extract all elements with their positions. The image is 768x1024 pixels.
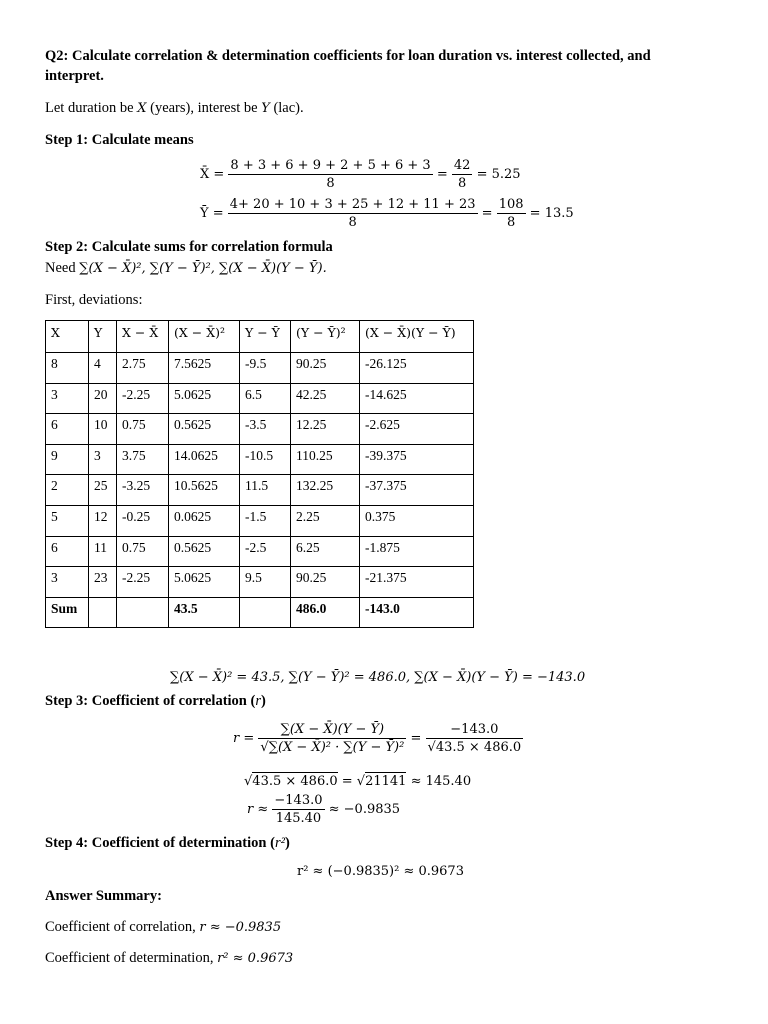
cell-product: -37.375 bbox=[360, 475, 474, 506]
cell-y: 25 bbox=[89, 475, 117, 506]
table-row bbox=[46, 353, 474, 384]
cell-x: 6 bbox=[46, 414, 89, 445]
cell-product: -2.625 bbox=[360, 414, 474, 445]
cell-x-dev: 2.75 bbox=[117, 353, 169, 384]
cell-x: 5 bbox=[46, 505, 89, 536]
ybar-numerator-2: 108 bbox=[498, 197, 524, 212]
sum-cell-x-dev bbox=[117, 597, 169, 628]
cell-y-dev: -3.5 bbox=[240, 414, 291, 445]
cell-x-dev: -3.25 bbox=[117, 475, 169, 506]
header-product: (X − X̄)(Y − Ȳ) bbox=[360, 321, 474, 353]
xbar-equals: = bbox=[436, 167, 448, 182]
cell-x-dev-sq: 7.5625 bbox=[169, 353, 240, 384]
sqrt-result: ≈ 145.40 bbox=[406, 774, 472, 789]
r-approx-result: ≈ −0.9835 bbox=[328, 802, 401, 817]
cell-y: 20 bbox=[89, 383, 117, 414]
cell-x-dev-sq: 5.0625 bbox=[169, 383, 240, 414]
cell-y-dev-sq: 110.25 bbox=[291, 444, 360, 475]
summary-det-value: r² ≈ 0.9673 bbox=[217, 951, 294, 966]
question-line-2: interpret. bbox=[45, 68, 104, 84]
step4-heading bbox=[45, 833, 290, 853]
cell-y-dev: 6.5 bbox=[240, 383, 291, 414]
cell-y: 10 bbox=[89, 414, 117, 445]
step4-heading-end: ) bbox=[284, 835, 290, 851]
cell-x-dev-sq: 0.5625 bbox=[169, 414, 240, 445]
cell-y-dev-sq: 90.25 bbox=[291, 353, 360, 384]
header-y: Y bbox=[89, 321, 117, 353]
cell-y-dev-sq: 90.25 bbox=[291, 567, 360, 598]
cell-x-dev: 0.75 bbox=[117, 414, 169, 445]
cell-y-dev: -2.5 bbox=[240, 536, 291, 567]
cell-y-dev: 9.5 bbox=[240, 567, 291, 598]
r2-formula: r² ≈ (−0.9835)² ≈ 0.9673 bbox=[297, 864, 464, 879]
cell-y-dev-sq: 12.25 bbox=[291, 414, 360, 445]
intro-var-x: X bbox=[137, 101, 147, 116]
ybar-denominator: 8 bbox=[348, 215, 357, 230]
r-approx-lhs: r ≈ bbox=[247, 802, 269, 817]
step2-heading: Step 2: Calculate sums for correlation formula bbox=[45, 239, 333, 255]
table-sum-row bbox=[46, 597, 474, 628]
xbar-lhs: X̄ = bbox=[200, 167, 225, 182]
ybar-numerator: 4+ 20 + 10 + 3 + 25 + 12 + 11 + 23 bbox=[229, 197, 476, 212]
summary-det-label: Coefficient of determination, bbox=[45, 950, 218, 966]
step1-heading: Step 1: Calculate means bbox=[45, 132, 194, 148]
r-equals: = bbox=[410, 731, 422, 746]
xbar-numerator-2: 42 bbox=[453, 158, 471, 173]
step4-heading-var: r² bbox=[274, 835, 285, 851]
r-denominator-2: √43.5 × 486.0 bbox=[427, 740, 522, 755]
intro-var-y: Y bbox=[261, 101, 270, 116]
header-y-dev: Y − Ȳ bbox=[240, 321, 291, 353]
cell-y-dev: -1.5 bbox=[240, 505, 291, 536]
cell-y: 3 bbox=[89, 444, 117, 475]
step3-heading-var: r bbox=[255, 693, 261, 709]
xbar-denominator-2: 8 bbox=[458, 176, 467, 191]
cell-x-dev: -2.25 bbox=[117, 567, 169, 598]
r-numerator: ∑(X − X̄)(Y − Ȳ) bbox=[258, 722, 406, 739]
cell-x: 6 bbox=[46, 536, 89, 567]
need-label: Need bbox=[45, 260, 80, 276]
question-line-1: Q2: Calculate correlation & determination coefficients for loan duration vs. interest collected, and bbox=[45, 48, 651, 64]
r-approx-fraction bbox=[272, 793, 324, 826]
cell-x-dev: -2.25 bbox=[117, 383, 169, 414]
cell-product: -1.875 bbox=[360, 536, 474, 567]
sqrt-a: 43.5 × 486.0 bbox=[252, 774, 338, 789]
xbar-equation bbox=[200, 158, 521, 191]
ybar-equals: = bbox=[481, 206, 493, 221]
r-fraction bbox=[258, 722, 406, 755]
ybar-fraction bbox=[228, 197, 478, 230]
ybar-denominator-2: 8 bbox=[506, 215, 516, 230]
sum-cell-y bbox=[89, 597, 117, 628]
r-approx bbox=[247, 793, 400, 826]
cell-product: -21.375 bbox=[360, 567, 474, 598]
cell-y-dev-sq: 2.25 bbox=[291, 505, 360, 536]
intro-part-c: (lac). bbox=[269, 100, 304, 116]
sum-cell-x: Sum bbox=[46, 597, 89, 628]
xbar-fraction bbox=[228, 158, 432, 191]
step3-heading bbox=[45, 691, 266, 711]
cell-x: 2 bbox=[46, 475, 89, 506]
cell-x-dev-sq: 0.5625 bbox=[169, 536, 240, 567]
sum-cell-x-dev-sq: 43.5 bbox=[169, 597, 240, 628]
cell-y: 11 bbox=[89, 536, 117, 567]
deviations-table bbox=[45, 320, 474, 628]
table-row bbox=[46, 505, 474, 536]
cell-y-dev-sq: 42.25 bbox=[291, 383, 360, 414]
summary-corr-label: Coefficient of correlation, bbox=[45, 919, 200, 935]
step3-heading-text: Step 3: Coefficient of correlation ( bbox=[45, 693, 256, 709]
cell-x-dev-sq: 10.5625 bbox=[169, 475, 240, 506]
cell-y-dev: 11.5 bbox=[240, 475, 291, 506]
xbar-denominator: 8 bbox=[326, 176, 335, 191]
cell-y-dev: -10.5 bbox=[240, 444, 291, 475]
r-denominator-root: ∑(X − X̄)² · ∑(Y − Ȳ)² bbox=[268, 740, 405, 755]
step3-heading-end: ) bbox=[260, 693, 266, 709]
xbar-numerator: 8 + 3 + 6 + 9 + 2 + 5 + 6 + 3 bbox=[230, 158, 431, 173]
table-row bbox=[46, 536, 474, 567]
header-x: X bbox=[46, 321, 89, 353]
cell-product: 0.375 bbox=[360, 505, 474, 536]
header-x-dev: X − X̄ bbox=[117, 321, 169, 353]
ybar-equation bbox=[200, 197, 574, 230]
table-row bbox=[46, 414, 474, 445]
cell-y: 12 bbox=[89, 505, 117, 536]
r-fraction-2 bbox=[426, 722, 524, 755]
r-approx-denominator: 145.40 bbox=[275, 811, 322, 826]
sum-cell-product: -143.0 bbox=[360, 597, 474, 628]
table-row bbox=[46, 444, 474, 475]
cell-product: -26.125 bbox=[360, 353, 474, 384]
cell-x-dev-sq: 5.0625 bbox=[169, 567, 240, 598]
intro-text bbox=[45, 98, 304, 119]
r-lhs: r = bbox=[233, 731, 255, 746]
header-y-dev-sq: (Y − Ȳ)² bbox=[291, 321, 360, 353]
cell-y-dev-sq: 132.25 bbox=[291, 475, 360, 506]
cell-x-dev: -0.25 bbox=[117, 505, 169, 536]
ybar-result: = 13.5 bbox=[529, 206, 574, 221]
summary-correlation bbox=[45, 917, 281, 938]
sum-cell-y-dev bbox=[240, 597, 291, 628]
table-row bbox=[46, 475, 474, 506]
cell-x: 8 bbox=[46, 353, 89, 384]
cell-y: 4 bbox=[89, 353, 117, 384]
step4-heading-text: Step 4: Coefficient of determination ( bbox=[45, 835, 275, 851]
step2-need bbox=[45, 258, 327, 279]
deviations-intro: First, deviations: bbox=[45, 292, 143, 308]
cell-product: -14.625 bbox=[360, 383, 474, 414]
table-row bbox=[46, 383, 474, 414]
r-approx-numerator: −143.0 bbox=[274, 793, 323, 808]
need-math: ∑(X − X̄)², ∑(Y − Ȳ)², ∑(X − X̄)(Y − Ȳ). bbox=[79, 261, 327, 276]
summary-heading: Answer Summary: bbox=[45, 888, 162, 904]
r-denominator-2-root: 43.5 × 486.0 bbox=[435, 740, 522, 755]
cell-product: -39.375 bbox=[360, 444, 474, 475]
table-row bbox=[46, 567, 474, 598]
sqrt-line: √43.5 × 486.0 = √21141 ≈ 145.40 bbox=[244, 774, 472, 789]
r-numerator-2: −143.0 bbox=[426, 722, 524, 739]
table-header-row bbox=[46, 321, 474, 353]
summary-determination bbox=[45, 948, 293, 969]
cell-x-dev-sq: 14.0625 bbox=[169, 444, 240, 475]
cell-x-dev-sq: 0.0625 bbox=[169, 505, 240, 536]
r-formula bbox=[233, 722, 523, 755]
sqrt-equals: = bbox=[337, 774, 357, 789]
r-denominator: √∑(X − X̄)² · ∑(Y − Ȳ)² bbox=[260, 740, 405, 755]
sums-line: ∑(X − X̄)² = 43.5, ∑(Y − Ȳ)² = 486.0, ∑(X − X̄)(Y − Ȳ) = −143.0 bbox=[170, 670, 586, 685]
cell-y-dev-sq: 6.25 bbox=[291, 536, 360, 567]
table-body bbox=[46, 353, 474, 628]
header-x-dev-sq: (X − X̄)² bbox=[169, 321, 240, 353]
cell-x-dev: 0.75 bbox=[117, 536, 169, 567]
cell-x: 3 bbox=[46, 567, 89, 598]
intro-part-a: Let duration be bbox=[45, 100, 138, 116]
xbar-fraction-2 bbox=[452, 158, 473, 191]
ybar-lhs: Ȳ = bbox=[200, 206, 224, 221]
summary-corr-value: r ≈ −0.9835 bbox=[199, 920, 282, 935]
sqrt-b: 21141 bbox=[365, 774, 407, 789]
cell-y-dev: -9.5 bbox=[240, 353, 291, 384]
cell-x: 9 bbox=[46, 444, 89, 475]
cell-x-dev: 3.75 bbox=[117, 444, 169, 475]
xbar-result: = 5.25 bbox=[476, 167, 521, 182]
ybar-fraction-2 bbox=[497, 197, 526, 230]
intro-part-b: (years), interest be bbox=[146, 100, 262, 116]
sum-cell-y-dev-sq: 486.0 bbox=[291, 597, 360, 628]
cell-x: 3 bbox=[46, 383, 89, 414]
cell-y: 23 bbox=[89, 567, 117, 598]
